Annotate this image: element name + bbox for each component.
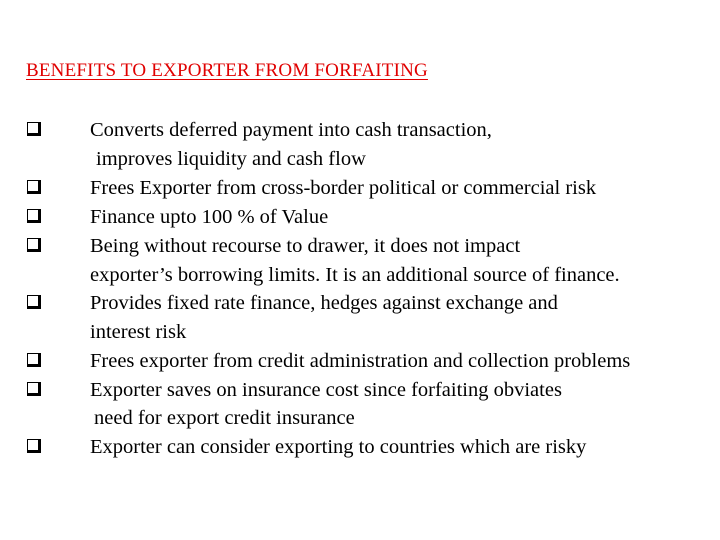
bullet-icon (27, 180, 41, 194)
bullet-icon (27, 382, 41, 396)
bullet-text-line: improves liquidity and cash flow (96, 148, 366, 170)
bullet-text-line: Frees exporter from credit administration and collection problems (90, 350, 631, 372)
bullet-icon (27, 209, 41, 223)
bullet-text-line: need for export credit insurance (94, 407, 355, 429)
bullet-icon (27, 353, 41, 367)
bullet-text-line: Provides fixed rate finance, hedges against exchange and (90, 292, 558, 314)
bullet-text-line: Finance upto 100 % of Value (90, 206, 329, 228)
bullet-icon (27, 295, 41, 309)
bullet-text-line: exporter’s borrowing limits. It is an additional source of finance. (90, 264, 620, 286)
bullet-text-line: Converts deferred payment into cash transaction, (90, 119, 492, 141)
bullet-icon (27, 122, 41, 136)
bullet-text-line: Being without recourse to drawer, it does not impact (90, 235, 521, 257)
bullet-text-line: interest risk (90, 321, 187, 343)
bullet-text-line: Frees Exporter from cross-border political or commercial risk (90, 177, 597, 199)
bullet-icon (27, 439, 41, 453)
bullet-icon (27, 238, 41, 252)
slide-title: BENEFITS TO EXPORTER FROM FORFAITING (26, 60, 428, 81)
bullet-text-line: Exporter saves on insurance cost since forfaiting obviates (90, 379, 562, 401)
bullet-text-line: Exporter can consider exporting to countries which are risky (90, 436, 587, 458)
